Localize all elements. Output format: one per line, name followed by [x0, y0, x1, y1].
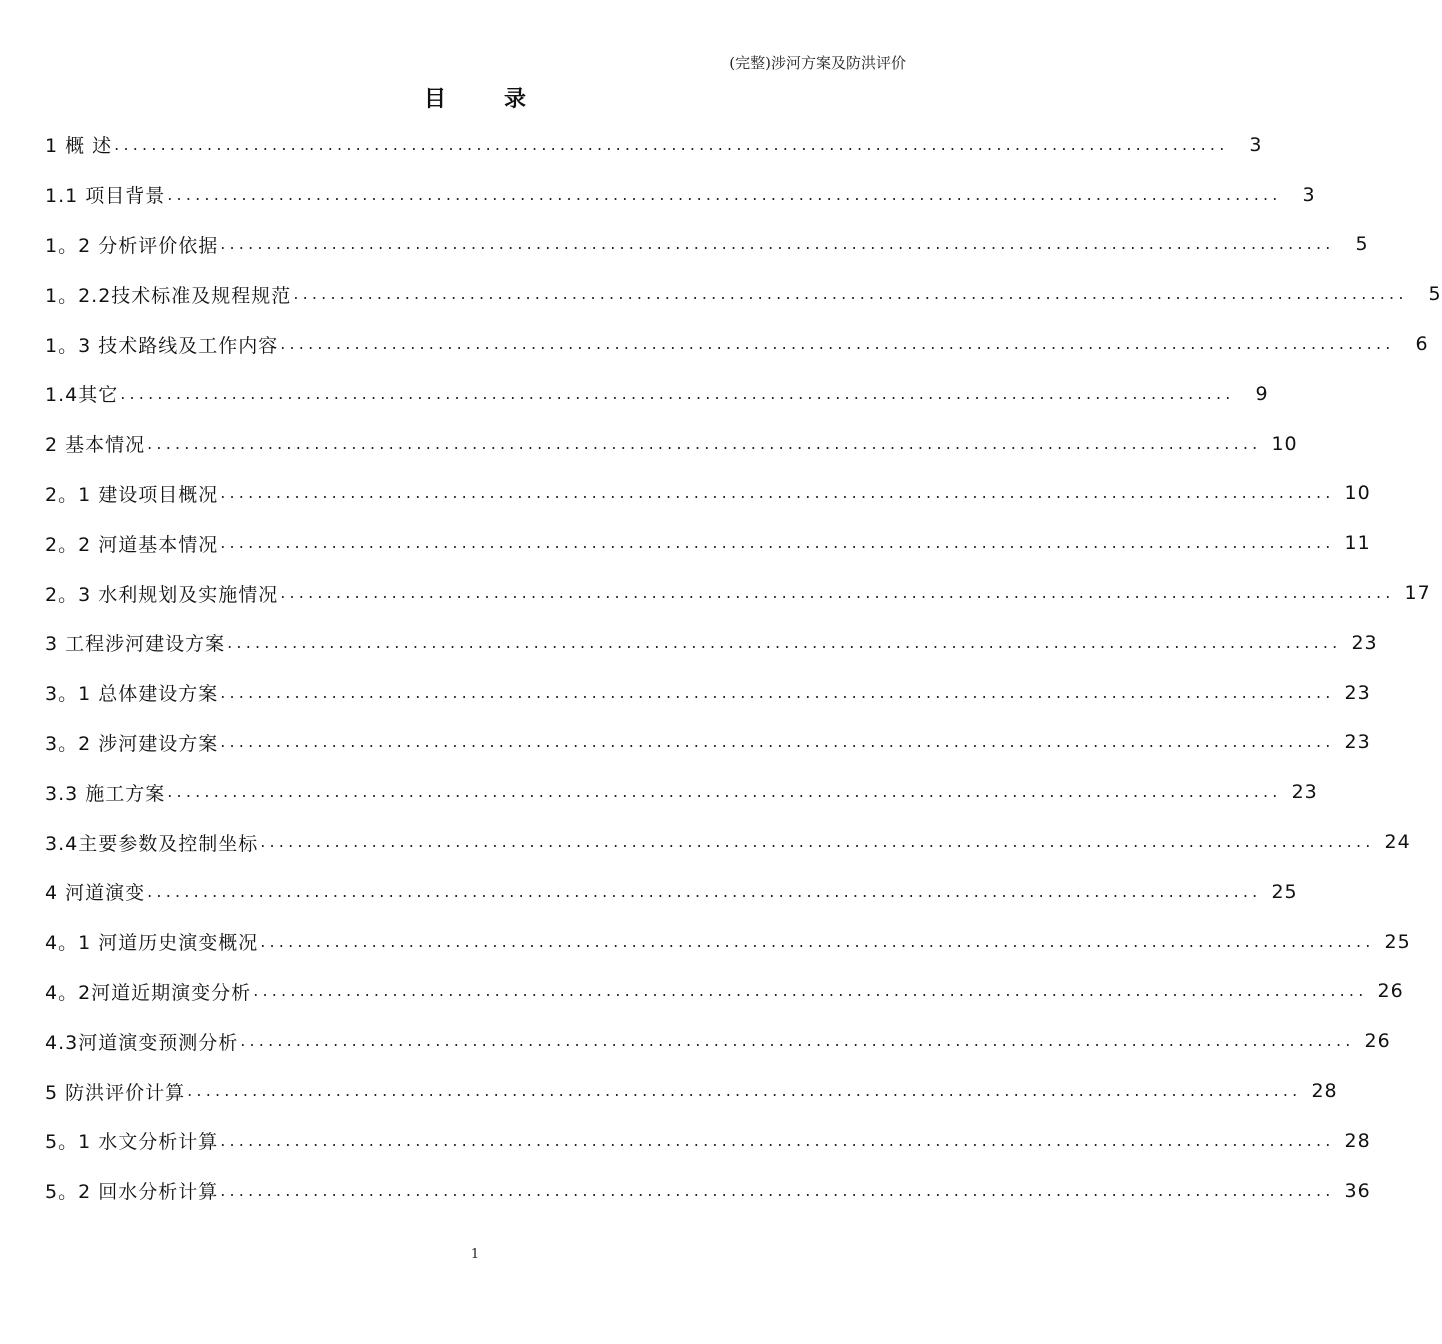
toc-entry-page: 26: [1364, 1030, 1391, 1053]
toc-entry[interactable]: [45, 369, 1269, 419]
toc-entry[interactable]: [45, 269, 1442, 319]
toc-entry-page: 6: [1415, 333, 1429, 356]
toc-dot-leader: ........................................................................................................................: [220, 732, 1335, 752]
toc-dot-leader: ........................................................................................................................: [187, 1081, 1302, 1101]
toc-entry-label: 1.4其它: [45, 384, 119, 407]
toc-dot-leader: ........................................................................................................................: [260, 931, 1375, 951]
toc-entry[interactable]: [45, 718, 1371, 768]
toc-dot-leader: ........................................................................................................................: [240, 1031, 1355, 1051]
toc-entry-label: 4。2河道近期演变分析: [45, 981, 252, 1004]
toc-entry-label: 5 防洪评价计算: [45, 1081, 186, 1104]
running-header: (完整)涉河方案及防洪评价: [729, 54, 906, 72]
toc-dot-leader: ........................................................................................................................: [167, 782, 1282, 802]
toc-title: [0, 82, 950, 113]
toc-entry-page: 3: [1249, 133, 1263, 156]
toc-entry-label: 2。2 河道基本情况: [45, 533, 219, 556]
toc-title-first-char: 目: [423, 87, 446, 112]
toc-entry[interactable]: [45, 767, 1318, 817]
toc-entry-page: 11: [1344, 532, 1371, 555]
toc-entry[interactable]: [45, 867, 1298, 917]
toc-entry[interactable]: [45, 170, 1316, 220]
toc-entry-page: 3: [1302, 183, 1316, 206]
toc-entry[interactable]: [45, 1166, 1371, 1216]
toc-list: [45, 120, 1442, 1216]
toc-entry-page: 23: [1291, 781, 1318, 804]
toc-entry-label: 3.4主要参数及控制坐标: [45, 832, 259, 855]
toc-dot-leader: ........................................................................................................................: [227, 632, 1342, 652]
toc-entry[interactable]: [45, 220, 1369, 270]
toc-dot-leader: ........................................................................................................................: [260, 832, 1375, 852]
toc-entry-label: 1。3 技术路线及工作内容: [45, 334, 279, 357]
toc-dot-leader: ........................................................................................................................: [280, 334, 1395, 354]
toc-entry-page: 23: [1344, 681, 1371, 704]
toc-entry[interactable]: [45, 1016, 1391, 1066]
toc-entry[interactable]: [45, 618, 1378, 668]
toc-dot-leader: ........................................................................................................................: [280, 583, 1395, 603]
toc-entry[interactable]: [45, 668, 1371, 718]
toc-entry-label: 2。3 水利规划及实施情况: [45, 583, 279, 606]
toc-entry-label: 4 河道演变: [45, 882, 146, 905]
toc-dot-leader: ........................................................................................................................: [147, 433, 1262, 453]
toc-entry-page: 5: [1355, 233, 1369, 256]
toc-entry[interactable]: [45, 419, 1298, 469]
toc-entry-label: 3。2 涉河建设方案: [45, 732, 219, 755]
toc-entry[interactable]: [45, 568, 1431, 618]
toc-dot-leader: ........................................................................................................................: [220, 234, 1335, 254]
toc-entry-label: 5。2 回水分析计算: [45, 1181, 219, 1204]
toc-entry-label: 1。2.2技术标准及规程规范: [45, 284, 292, 307]
toc-entry-page: 24: [1384, 831, 1411, 854]
toc-dot-leader: ........................................................................................................................: [220, 1130, 1335, 1150]
toc-dot-leader: ........................................................................................................................: [114, 134, 1229, 154]
toc-entry-label: 1 概 述: [45, 135, 113, 158]
toc-dot-leader: ........................................................................................................................: [293, 284, 1408, 304]
toc-entry-label: 5。1 水文分析计算: [45, 1131, 219, 1154]
toc-entry[interactable]: [45, 817, 1411, 867]
toc-entry-page: 17: [1404, 582, 1431, 605]
toc-entry-page: 10: [1344, 482, 1371, 505]
toc-entry[interactable]: [45, 469, 1371, 519]
toc-entry[interactable]: [45, 319, 1429, 369]
toc-entry[interactable]: [45, 967, 1404, 1017]
toc-entry-page: 25: [1384, 930, 1411, 953]
toc-entry-page: 26: [1377, 980, 1404, 1003]
page-number: 1: [470, 1247, 480, 1262]
toc-entry-page: 36: [1344, 1179, 1371, 1202]
toc-entry[interactable]: [45, 917, 1411, 967]
toc-dot-leader: ........................................................................................................................: [167, 184, 1282, 204]
toc-entry-page: 23: [1344, 731, 1371, 754]
toc-entry-label: 3.3 施工方案: [45, 782, 166, 805]
toc-entry-page: 9: [1255, 382, 1269, 405]
toc-entry[interactable]: [45, 1116, 1371, 1166]
toc-dot-leader: ........................................................................................................................: [220, 1180, 1335, 1200]
toc-entry-label: 3。1 总体建设方案: [45, 683, 219, 706]
toc-title-second-char: 录: [504, 87, 527, 112]
toc-entry-label: 1.1 项目背景: [45, 185, 166, 208]
toc-entry-page: 23: [1351, 631, 1378, 654]
toc-dot-leader: ........................................................................................................................: [253, 981, 1368, 1001]
toc-dot-leader: ........................................................................................................................: [220, 533, 1335, 553]
toc-entry[interactable]: [45, 518, 1371, 568]
toc-entry-page: 28: [1344, 1129, 1371, 1152]
toc-entry-label: 2。1 建设项目概况: [45, 483, 219, 506]
toc-entry-page: 5: [1428, 283, 1442, 306]
toc-entry-page: 28: [1311, 1080, 1338, 1103]
toc-entry[interactable]: [45, 120, 1263, 170]
toc-entry-label: 2 基本情况: [45, 434, 146, 457]
toc-entry[interactable]: [45, 1066, 1338, 1116]
toc-entry-label: 1。2 分析评价依据: [45, 234, 219, 257]
toc-dot-leader: ........................................................................................................................: [220, 682, 1335, 702]
toc-entry-label: 4。1 河道历史演变概况: [45, 932, 259, 955]
toc-entry-label: 4.3河道演变预测分析: [45, 1031, 239, 1054]
toc-entry-label: 3 工程涉河建设方案: [45, 633, 226, 656]
toc-dot-leader: ........................................................................................................................: [147, 881, 1262, 901]
toc-dot-leader: ........................................................................................................................: [220, 483, 1335, 503]
toc-entry-page: 10: [1271, 432, 1298, 455]
toc-dot-leader: ........................................................................................................................: [120, 383, 1235, 403]
toc-entry-page: 25: [1271, 880, 1298, 903]
